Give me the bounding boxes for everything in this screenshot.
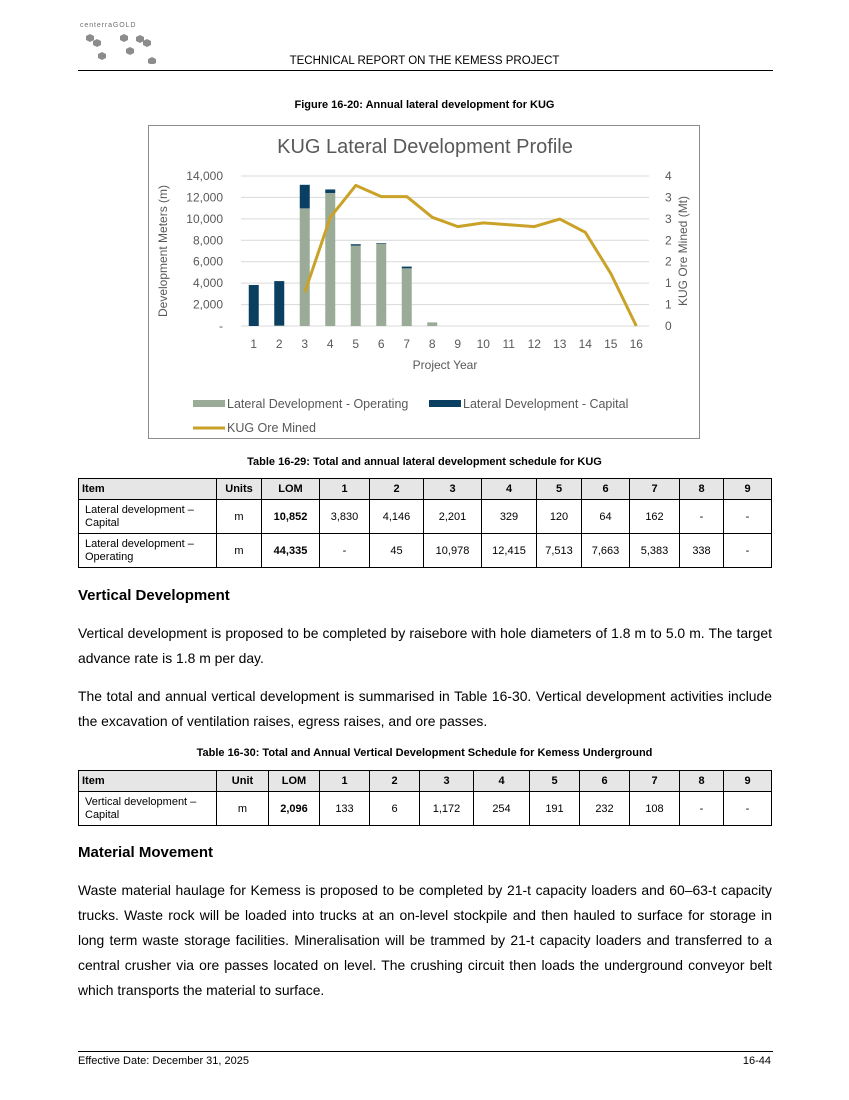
table-cell: 64 xyxy=(582,500,630,534)
table2-header-year: 8 xyxy=(680,771,724,792)
chart-legend xyxy=(193,397,628,435)
footer-page-number: 16-44 xyxy=(742,1055,771,1067)
table-cell: 133 xyxy=(320,792,370,826)
chart-bar xyxy=(376,244,386,326)
table-cell: 338 xyxy=(680,534,724,568)
table-cell: 12,415 xyxy=(482,534,537,568)
table-cell: m xyxy=(217,500,262,534)
legend-swatch-operating xyxy=(193,400,225,407)
running-title: TECHNICAL REPORT ON THE KEMESS PROJECT xyxy=(289,55,560,67)
chart-x-tick-label: 3 xyxy=(301,337,309,351)
table-cell-lom: 2,096 xyxy=(269,792,320,826)
chart-y2-tick-label: 3 xyxy=(665,211,672,226)
paragraph: The total and annual vertical development is summarised in Table 16-30. Vertical development activities include the excavation of ventilation raises, egress raises, and ore passes. xyxy=(78,688,772,729)
lateral-development-chart xyxy=(148,125,700,439)
table-cell: 6 xyxy=(370,792,420,826)
chart-y2-tick-label: 2 xyxy=(665,254,672,269)
table-cell: 329 xyxy=(482,500,537,534)
table-cell: - xyxy=(724,500,772,534)
table-cell: - xyxy=(724,534,772,568)
table2-header-year: 2 xyxy=(370,771,420,792)
chart-bar xyxy=(376,243,386,244)
chart-x-tick-label: 2 xyxy=(275,337,283,351)
chart-x-tick-label: 4 xyxy=(326,337,334,351)
chart-y2-tick-label: 1 xyxy=(665,276,672,291)
vertical-development-table xyxy=(78,770,772,826)
legend-swatch-capital xyxy=(429,400,461,407)
table-cell-item: Lateral development – Operating xyxy=(79,534,217,568)
table1-header-year: 1 xyxy=(320,479,370,500)
table1-header-year: 5 xyxy=(537,479,582,500)
chart-x-tick-label: 14 xyxy=(578,337,592,351)
table-cell: 2,201 xyxy=(424,500,482,534)
table-cell-item: Lateral development – Capital xyxy=(79,500,217,534)
legend-label-capital: Lateral Development - Capital xyxy=(463,397,629,411)
chart-x-axis-label: Project Year xyxy=(412,358,478,372)
legend-label-operating: Lateral Development - Operating xyxy=(227,397,409,411)
table2-header-year: 9 xyxy=(724,771,772,792)
table-cell: 10,978 xyxy=(424,534,482,568)
table1-header-units: Units xyxy=(217,479,262,500)
table1-header-item: Item xyxy=(79,479,217,500)
chart-title: KUG Lateral Development Profile xyxy=(277,136,573,158)
chart-y-tick-label: 10,000 xyxy=(186,211,223,226)
chart-x-tick-label: 13 xyxy=(553,337,567,351)
table2-header-row xyxy=(79,771,772,792)
chart-x-tick-label: 8 xyxy=(428,337,436,351)
table1-header-year: 2 xyxy=(370,479,424,500)
legend-label-ore-mined: KUG Ore Mined xyxy=(227,421,316,435)
table-row xyxy=(79,500,772,534)
chart-bar xyxy=(351,246,361,326)
table-row xyxy=(79,792,772,826)
chart-bar xyxy=(351,244,361,245)
chart-bar xyxy=(402,268,412,326)
section-heading-vertical-development: Vertical Development xyxy=(78,587,230,604)
table-cell: 232 xyxy=(580,792,630,826)
table-cell: - xyxy=(320,534,370,568)
paragraph: Vertical development is proposed to be completed by raisebore with hole diameters of 1.8 m to 5.0 m. The target advance rate is 1.8 m per day. xyxy=(78,625,772,666)
table-cell: m xyxy=(217,534,262,568)
chart-bar xyxy=(274,281,284,325)
chart-x-tick-label: 12 xyxy=(527,337,541,351)
table-cell: 7,513 xyxy=(537,534,582,568)
chart-bar xyxy=(249,285,259,326)
table-cell: 7,663 xyxy=(582,534,630,568)
chart-bar xyxy=(402,267,412,269)
chart-y-tick-label: 4,000 xyxy=(192,276,223,291)
table2-header-unit: Unit xyxy=(217,771,269,792)
table-cell: 4,146 xyxy=(370,500,424,534)
table2-header-year: 7 xyxy=(630,771,680,792)
chart-bar xyxy=(427,322,437,326)
chart-y-tick-label: 14,000 xyxy=(186,169,223,183)
table1-header-year: 6 xyxy=(582,479,630,500)
chart-y-tick-label: - xyxy=(219,319,223,333)
table-cell: 1,172 xyxy=(420,792,474,826)
logo-text: centerraGOLD xyxy=(80,22,137,29)
chart-bar xyxy=(274,326,284,327)
chart-x-tick-label: 11 xyxy=(502,337,515,351)
chart-x-tick-label: 5 xyxy=(352,337,360,351)
table2-header-year: 3 xyxy=(420,771,474,792)
chart-x-tick-label: 1 xyxy=(250,337,258,351)
table1-header-lom: LOM xyxy=(262,479,320,500)
chart-x-tick-label: 7 xyxy=(403,337,411,351)
chart-bar xyxy=(300,208,310,326)
table1-caption: Table 16-29: Total and annual lateral development schedule for KUG xyxy=(247,456,602,468)
table-cell: m xyxy=(217,792,269,826)
chart-x-tick-label: 6 xyxy=(377,337,385,351)
lateral-development-table xyxy=(78,478,772,568)
chart-bar xyxy=(325,189,335,193)
table1-header-year: 4 xyxy=(482,479,537,500)
paragraph: Waste material haulage for Kemess is proposed to be completed by 21-t capacity loaders and 60–63-t capacity trucks. Waste rock will be loaded into trucks at an on-level stockpile and then hauled to surface for storage in long term waste storage facilities. Mineralisation will be trammed by 21-t capacity loaders and transferred to a central crusher via ore passes located on level. The crushing circuit then loads the underground conveyor belt which transports the material to surface. xyxy=(78,882,772,998)
table-cell: 120 xyxy=(537,500,582,534)
chart-y-tick-label: 6,000 xyxy=(192,254,223,269)
table2-header-year: 1 xyxy=(320,771,370,792)
table2-header-year: 6 xyxy=(580,771,630,792)
table1-header-year: 8 xyxy=(680,479,724,500)
table2-header-year: 4 xyxy=(474,771,530,792)
table-cell: 162 xyxy=(630,500,680,534)
table-cell: 108 xyxy=(630,792,680,826)
section-heading-material-movement: Material Movement xyxy=(78,844,214,861)
chart-y2-tick-label: 4 xyxy=(665,169,672,183)
table2-caption: Table 16-30: Total and Annual Vertical Development Schedule for Kemess Underground xyxy=(196,747,653,759)
table1-header-year: 3 xyxy=(424,479,482,500)
chart-y2-tick-label: 3 xyxy=(665,190,672,205)
table-cell-lom: 10,852 xyxy=(262,500,320,534)
table2-header-year: 5 xyxy=(530,771,580,792)
footer-rule xyxy=(78,1051,773,1052)
table-cell-item: Vertical development – Capital xyxy=(79,792,217,826)
table-cell: 5,383 xyxy=(630,534,680,568)
chart-x-tick-label: 15 xyxy=(604,337,618,351)
table-cell: 254 xyxy=(474,792,530,826)
table-cell-lom: 44,335 xyxy=(262,534,320,568)
table-cell: - xyxy=(724,792,772,826)
chart-x-tick-label: 10 xyxy=(476,337,490,351)
chart-y-tick-label: 2,000 xyxy=(192,297,223,312)
table1-header-year: 7 xyxy=(630,479,680,500)
chart-bar xyxy=(300,185,310,209)
table2-header-item: Item xyxy=(79,771,217,792)
table-row xyxy=(79,534,772,568)
chart-y-axis-label: Development Meters (m) xyxy=(156,184,170,318)
chart-x-tick-label: 9 xyxy=(454,337,462,351)
chart-y-tick-label: 12,000 xyxy=(186,190,223,205)
header-rule xyxy=(78,70,773,71)
chart-y2-axis-label: KUG Ore Mined (Mt) xyxy=(676,195,690,307)
table-cell: - xyxy=(680,500,724,534)
chart-svg xyxy=(149,126,699,438)
table1-header-row xyxy=(79,479,772,500)
table-cell: - xyxy=(680,792,724,826)
table2-header-lom: LOM xyxy=(269,771,320,792)
chart-y2-tick-label: 1 xyxy=(665,297,672,312)
table1-header-year: 9 xyxy=(724,479,772,500)
table-cell: 45 xyxy=(370,534,424,568)
chart-y-tick-label: 8,000 xyxy=(192,233,223,248)
chart-x-tick-label: 16 xyxy=(629,337,643,351)
table-cell: 191 xyxy=(530,792,580,826)
chart-y2-tick-label: 2 xyxy=(665,233,672,248)
chart-y2-tick-label: 0 xyxy=(665,319,672,333)
figure-caption: Figure 16-20: Annual lateral development for KUG xyxy=(294,99,555,111)
footer-effective-date: Effective Date: December 31, 2025 xyxy=(78,1055,250,1067)
table-cell: 3,830 xyxy=(320,500,370,534)
